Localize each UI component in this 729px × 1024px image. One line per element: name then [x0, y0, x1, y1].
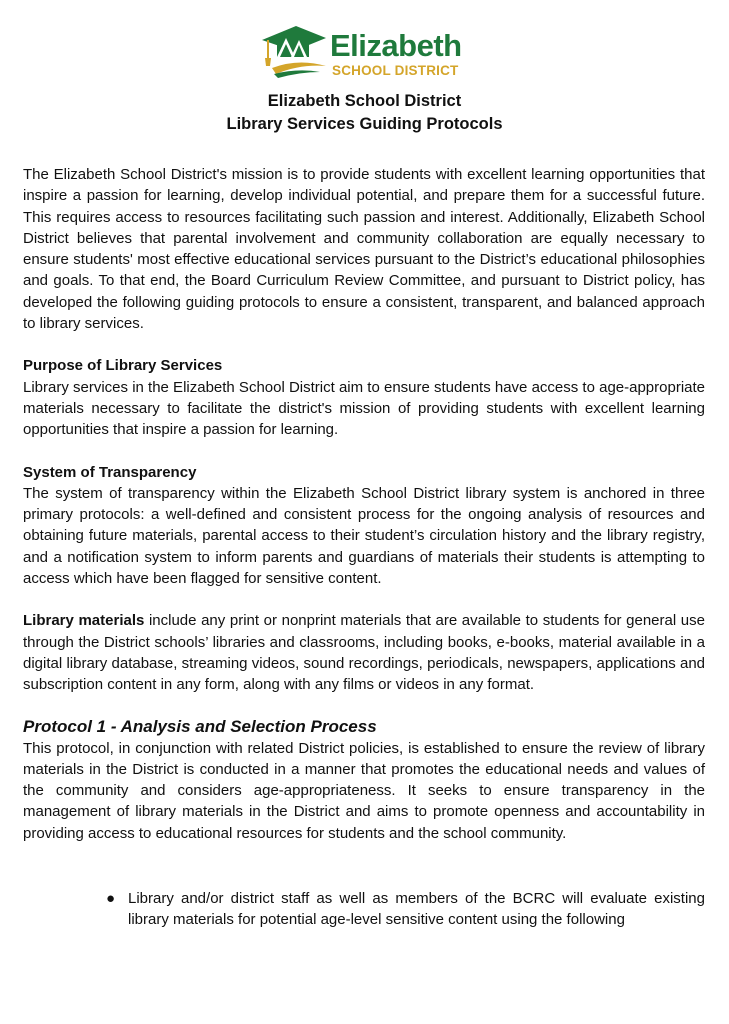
- document-header: [0, 90, 729, 136]
- logo-name: Elizabeth: [330, 28, 462, 63]
- tree-graduation-cap-icon: [258, 24, 328, 82]
- intro-paragraph: The Elizabeth School District's mission is to provide students with excellent learning opportunities that inspire a passion for learning, develop individual potential, and prepare them for a successful future. This requires access to resources facilitating such passion and interest. Additionally, Elizabeth School District believes that parental involvement and community collaboration are equally necessary to ensure students' most effective educational services pursuant to the District’s educational philosophies and goals. To that end, the Board Curriculum Review Committee, and pursuant to District policy, has developed the following guiding protocols to ensure a consistent, transparent, and balanced approach to library services.: [23, 166, 705, 333]
- list-item: [106, 888, 705, 931]
- bullet-icon: ●: [106, 890, 116, 908]
- district-logo: [258, 24, 480, 82]
- materials-text: include any print or nonprint materials that are available to students for general use through the District schools’ libraries and classrooms, including books, e-books, material available in a digital library database, streaming videos, sound recordings, periodicals, newspapers, applications and subscription content in any form, along with any films or videos in any format.: [23, 612, 705, 694]
- materials-paragraph: [23, 610, 705, 695]
- logo-subtitle: SCHOOL DISTRICT: [332, 63, 459, 78]
- purpose-section: [23, 355, 705, 440]
- materials-lead: Library materials: [23, 612, 145, 630]
- document-title: Elizabeth School District: [267, 92, 462, 110]
- document-subtitle: Library Services Guiding Protocols: [226, 115, 503, 133]
- materials-section: [23, 610, 705, 695]
- transparency-paragraph: The system of transparency within the Elizabeth School District library system is anchored in three primary protocols: a well-defined and consistent process for the ongoing analysis of resources and obtaining future materials, parental access to their student’s circulation history and the library registry, and a notification system to inform parents and guardians of materials their students is attempting to access which have been flagged for sensitive content.: [23, 484, 705, 588]
- list-item-text: Library and/or district staff as well as members of the BCRC will evaluate existing library materials for potential age-level sensitive content using the following: [128, 890, 705, 929]
- transparency-heading: System of Transparency: [23, 463, 197, 481]
- purpose-paragraph: Library services in the Elizabeth School District aim to ensure students have access to age-appropriate materials necessary to facilitate the district's mission of providing students with excellent learning opportunities that inspire a passion for learning.: [23, 378, 706, 439]
- protocol-1-heading: Protocol 1 - Analysis and Selection Process: [23, 716, 377, 736]
- document-body: [23, 164, 705, 931]
- protocol-1-paragraph: This protocol, in conjunction with related District policies, is established to ensure the review of library materials in the District is conducted in a manner that promotes the educational needs and values of the community and considers age-appropriateness. It seeks to ensure transparency in the management of library materials in the District and aims to promote openness and accountability in providing access to educational resources for students and the school community.: [23, 739, 705, 842]
- transparency-section: [23, 462, 705, 590]
- protocol-1-bullet-list: [23, 888, 705, 931]
- purpose-heading: Purpose of Library Services: [23, 357, 223, 375]
